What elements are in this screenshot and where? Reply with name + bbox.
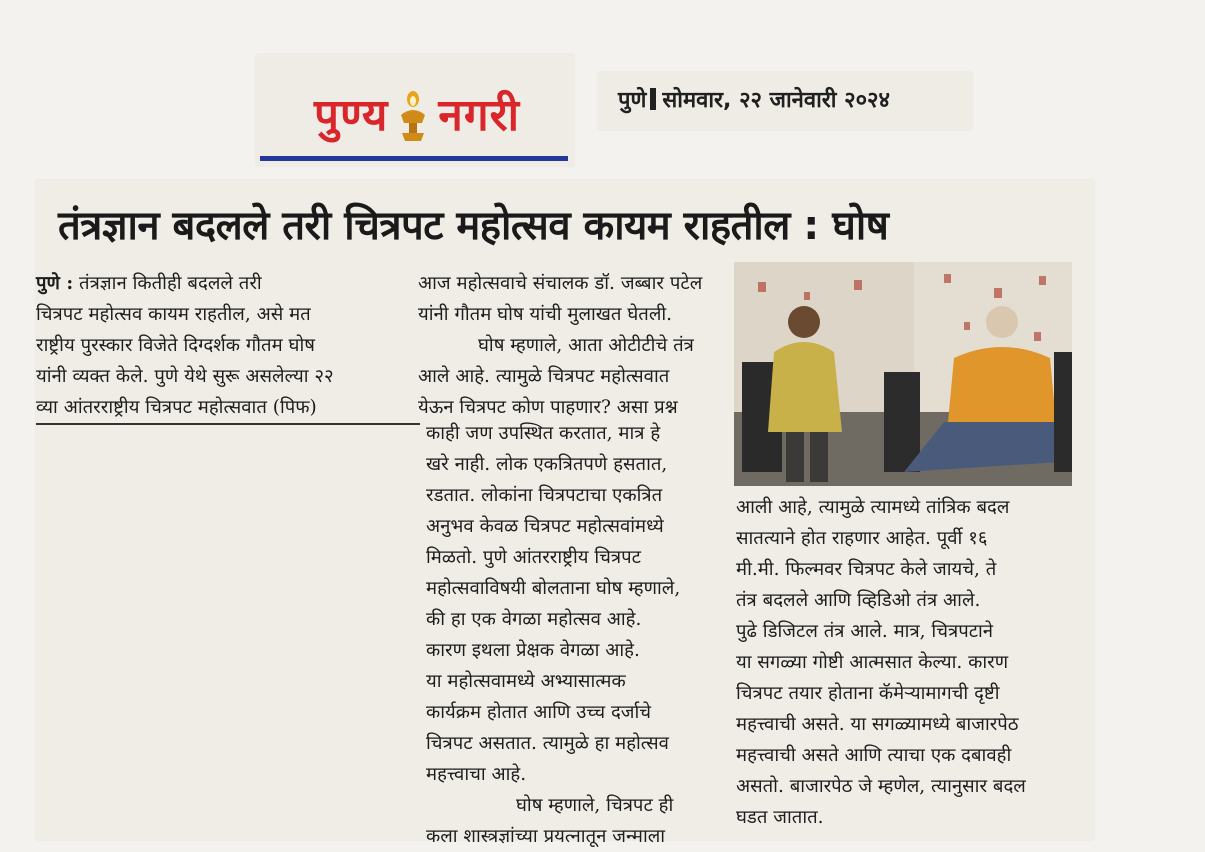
column-3-line: मी.मी. फिल्मवर चित्रपट केले जायचे, ते bbox=[736, 559, 997, 580]
column-2-line: खरे नाही. लोक एकत्रितपणे हसतात, bbox=[426, 454, 668, 475]
column-2-line: घोष म्हणाले, आता ओटीटीचे तंत्र bbox=[478, 335, 694, 356]
column-2-line: अनुभव केवळ चित्रपट महोत्सवांमध्ये bbox=[426, 516, 664, 537]
newspaper-logo bbox=[272, 80, 562, 152]
column-3-line: घडत जातात. bbox=[736, 807, 824, 828]
column-2-line: महोत्सवाविषयी बोलताना घोष म्हणाले, bbox=[426, 578, 681, 599]
lamp-emblem-icon bbox=[396, 89, 430, 143]
column-3-line: महत्त्वाची असते आणि त्याचा एक दबावही bbox=[736, 745, 1012, 766]
column-2-line: कार्यक्रम होतात आणि उच्च दर्जाचे bbox=[426, 702, 652, 723]
article-headline: तंत्रज्ञान बदलले तरी चित्रपट महोत्सव कायम राहतील : घोष bbox=[58, 203, 889, 249]
article-column-3 bbox=[736, 492, 1098, 833]
dateline-separator bbox=[650, 88, 656, 110]
column-3-line: तंत्र बदलले आणि व्हिडिओ तंत्र आले. bbox=[736, 590, 981, 611]
column-2-line: घोष म्हणाले, चित्रपट ही bbox=[516, 795, 674, 816]
column-3-line: आली आहे, त्यामुळे त्यामध्ये तांत्रिक बदल bbox=[736, 497, 1010, 518]
column-2-line: कारण इथला प्रेक्षक वेगळा आहे. bbox=[426, 640, 640, 661]
column-2-line: कला शास्त्रज्ञांच्या प्रयत्नातून जन्माला bbox=[426, 826, 666, 847]
dateline-clipping bbox=[598, 72, 972, 130]
column-2-line: महत्त्वाचा आहे. bbox=[426, 764, 527, 785]
column-2-line: की हा एक वेगळा महोत्सव आहे. bbox=[426, 609, 642, 630]
column-2-line: आज महोत्सवाचे संचालक डॉ. जब्बार पटेल bbox=[418, 273, 703, 294]
dateline-city: पुणे bbox=[618, 88, 647, 113]
column-3-line: या सगळ्या गोष्टी आत्मसात केल्या. कारण bbox=[736, 652, 1009, 673]
column-2-line: आले आहे. त्यामुळे चित्रपट महोत्सवात bbox=[418, 366, 670, 387]
column-3-line: महत्त्वाची असते. या सगळ्यामध्ये बाजारपेठ bbox=[736, 714, 1019, 735]
dateline-date: सोमवार, २२ जानेवारी २०२४ bbox=[662, 88, 890, 113]
article-column-1 bbox=[36, 268, 376, 423]
column-3-line: असतो. बाजारपेठ जे म्हणेल, त्यानुसार बदल bbox=[736, 776, 1026, 797]
column-2-line: यांनी गौतम घोष यांची मुलाखत घेतली. bbox=[418, 304, 673, 325]
column-2-line: मिळतो. पुणे आंतरराष्ट्रीय चित्रपट bbox=[426, 547, 641, 568]
column-2-line: काही जण उपस्थित करतात, मात्र हे bbox=[426, 423, 661, 444]
column-divider-rule bbox=[36, 423, 420, 425]
column-1-line: व्या आंतरराष्ट्रीय चित्रपट महोत्सवात (पिफ) bbox=[36, 397, 317, 418]
column-1-line: राष्ट्रीय पुरस्कार विजेते दिग्दर्शक गौतम घोष bbox=[36, 335, 315, 356]
article-photo bbox=[734, 262, 1072, 486]
logo-word-left: पुण्य bbox=[313, 90, 389, 141]
masthead-rule bbox=[260, 156, 568, 161]
dateline bbox=[618, 84, 890, 114]
article-clipping bbox=[36, 180, 1094, 847]
column-1-line: चित्रपट महोत्सव कायम राहतील, असे मत bbox=[36, 304, 311, 325]
column-1-line: यांनी व्यक्त केले. पुणे येथे सुरू असलेल्या २२ bbox=[36, 366, 334, 387]
column-3-line: चित्रपट तयार होताना कॅमेऱ्यामागची दृष्टी bbox=[736, 683, 1000, 704]
column-2-line: येऊन चित्रपट कोण पाहणार? असा प्रश्न bbox=[418, 397, 678, 418]
column-2-line: रडतात. लोकांना चित्रपटाचा एकत्रित bbox=[426, 485, 663, 506]
logo-word-right: नगरी bbox=[438, 90, 520, 141]
column-2-line: या महोत्सवामध्ये अभ्यासात्मक bbox=[426, 671, 626, 692]
column-1-line: पुणे : तंत्रज्ञान कितीही बदलले तरी bbox=[36, 273, 262, 294]
article-column-2 bbox=[426, 418, 722, 852]
column-3-line: पुढे डिजिटल तंत्र आले. मात्र, चित्रपटाने bbox=[736, 621, 994, 642]
masthead-clipping bbox=[256, 54, 574, 166]
column-3-line: सातत्याने होत राहणार आहेत. पूर्वी १६ bbox=[736, 528, 988, 549]
intro-place: पुणे : bbox=[36, 273, 74, 294]
column-2-line: चित्रपट असतात. त्यामुळे हा महोत्सव bbox=[426, 733, 669, 754]
article-column-2-top bbox=[418, 268, 720, 423]
